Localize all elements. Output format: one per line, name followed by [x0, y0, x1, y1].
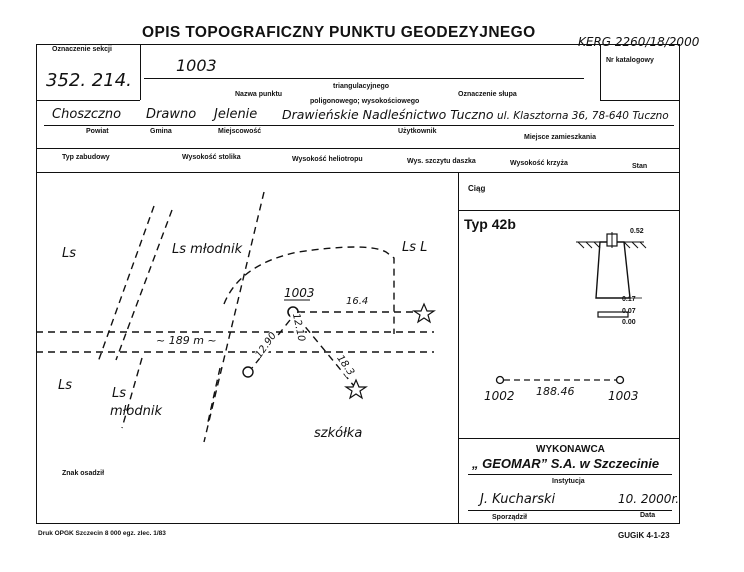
witness-point-symbol [243, 367, 253, 377]
section-value: 352. 214. [46, 70, 132, 91]
powiat-value: Choszczno [52, 107, 122, 122]
traverse-from: 1002 [484, 389, 515, 403]
label-road-distance: ~ 189 m ~ [156, 334, 217, 347]
adres-value: ul. Klasztorna 36, 78-640 Tuczno [497, 110, 669, 122]
miejscowosc-label: Miejscowość [218, 128, 262, 135]
kerg-number: KERG 2260/18/2000 [578, 35, 700, 49]
date-label: Data [640, 512, 656, 519]
footer-printer: Druk OPGK Szczecin 8 000 egz. zlec. 1/83 [38, 530, 166, 537]
traverse-distance: 188.46 [536, 385, 575, 398]
point-name-value: 1003 [176, 56, 217, 75]
gmina-value: Drawno [146, 107, 197, 122]
wys-szczytu-label: Wys. szczytu daszka [407, 158, 476, 165]
point-type-bottom: poligonowego; wysokościowego [310, 98, 420, 105]
point-name-label: Nazwa punktu [235, 91, 283, 98]
page-title: OPIS TOPOGRAFICZNY PUNKTU GEODEZYJNEGO [142, 24, 536, 41]
reference-star-se [346, 380, 366, 398]
typ-zabudowy-label: Typ zabudowy [62, 154, 110, 161]
forest-boundary-5 [208, 368, 220, 422]
location-line [44, 125, 674, 126]
institution-label: Instytucja [552, 478, 585, 485]
person-line [468, 510, 672, 511]
diagram-top-value: 0.52 [630, 228, 644, 235]
stan-label: Stan [632, 163, 648, 170]
forest-boundary-1 [98, 206, 154, 362]
label-point-1003: 1003 [284, 286, 315, 300]
powiat-label: Powiat [86, 128, 109, 135]
sketch-divider [458, 172, 459, 524]
reference-star-east [414, 304, 434, 322]
label-ls-top-left: Ls [62, 246, 77, 261]
sign-setter-label: Znak osadził [62, 470, 105, 477]
wys-helistropu-label: Wysokość heliotropu [292, 156, 363, 163]
person-name: J. Kucharski [480, 492, 556, 507]
point-type-top: triangulacyjnego [333, 83, 390, 90]
contractor-label: WYKONAWCA [536, 444, 605, 455]
label-ls-l: Ls L [402, 240, 428, 255]
diagram-level-3: 0.00 [622, 319, 636, 326]
label-szkolka: szkółka [314, 426, 363, 441]
gmina-label: Gmina [150, 128, 172, 135]
label-dist-se: 18.3 [334, 353, 357, 378]
label-ls-mlodnik-top: Ls młodnik [172, 242, 243, 257]
diagram-level-1: 0.17 [622, 296, 636, 303]
adres-label: Miejsce zamieszkania [524, 134, 596, 141]
label-dist-sw: 12.90 [253, 330, 280, 361]
label-dist-east: 16.4 [346, 296, 369, 307]
contractor-name: „ GEOMAR” S.A. w Szczecinie [472, 456, 660, 471]
miejscowosc-value: Jelenie [214, 107, 258, 122]
point-name-line [144, 78, 584, 79]
ciag-bottom-line [458, 210, 680, 211]
forest-boundary-4 [204, 192, 264, 442]
catalog-box-divider [600, 44, 601, 100]
section-label: Oznaczenie sekcji [52, 46, 112, 53]
wys-krzyza-label: Wysokość krzyża [510, 160, 568, 167]
traverse-to: 1003 [608, 389, 639, 403]
contractor-name-line [468, 474, 672, 475]
ciag-label: Ciąg [468, 184, 486, 193]
type-label: Typ 42b [464, 216, 516, 232]
uzytkownik-value: Drawieńskie Nadleśnictwo Tuczno [282, 107, 494, 122]
person-label: Sporządził [492, 514, 528, 521]
attributes-top-line [36, 148, 680, 149]
catalog-box-bottom [600, 100, 680, 101]
label-dist-s: 12.10 [289, 312, 307, 343]
contractor-date: 10. 2000r. [618, 492, 680, 506]
diagram-level-2: 0.07 [622, 308, 636, 315]
uzytkownik-label: Użytkownik [398, 128, 437, 135]
label-ls-mlodnik-bottom-2: młodnik [110, 404, 162, 419]
section-box-bottom [36, 100, 140, 101]
label-ls-bottom-left: Ls [58, 378, 73, 393]
section-box-divider [140, 44, 141, 100]
post-label: Oznaczenie słupa [458, 91, 517, 98]
catalog-label: Nr katalogowy [606, 57, 654, 64]
footer-form-code: GUGiK 4-1-23 [618, 531, 670, 540]
wys-stolika-label: Wysokość stolika [182, 154, 241, 161]
label-ls-mlodnik-bottom-1: Ls [112, 386, 127, 401]
contractor-top-line [458, 438, 680, 439]
monument-diagram [568, 228, 658, 328]
